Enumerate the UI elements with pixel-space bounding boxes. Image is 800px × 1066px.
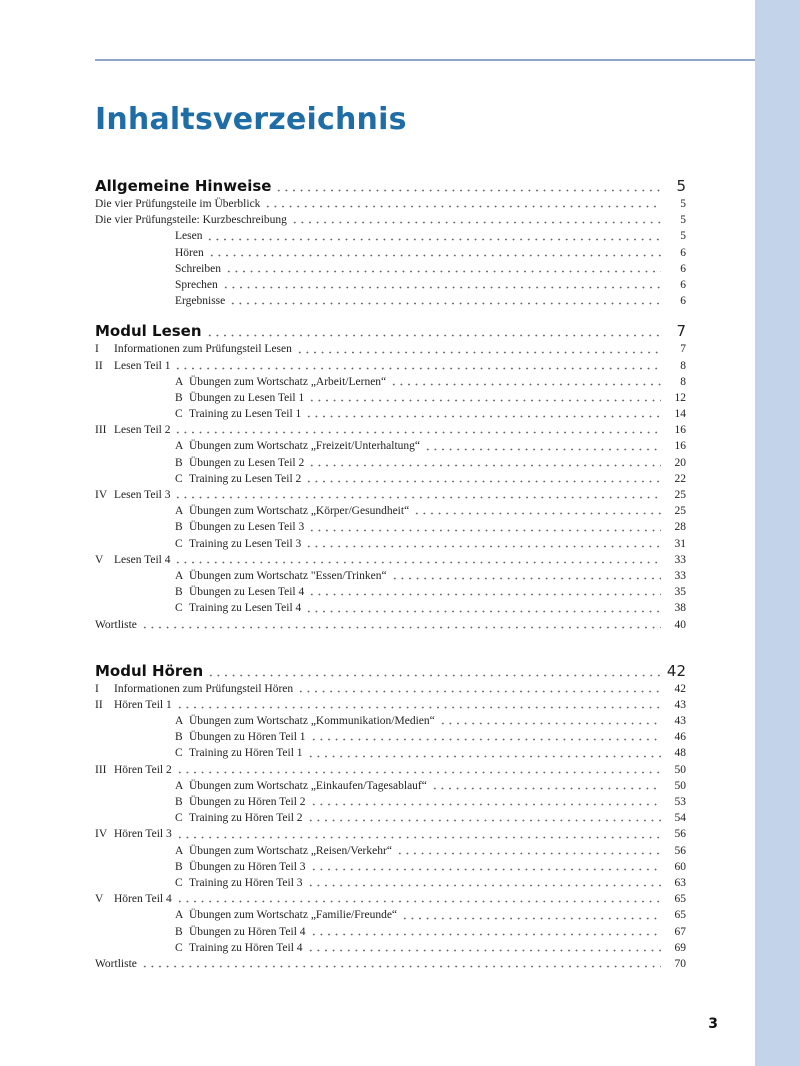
toc-page-number: 42: [661, 661, 686, 681]
toc-entry-text: [189, 584, 686, 600]
toc-page-number: 25: [661, 487, 686, 503]
toc-entry-label: Training zu Lesen Teil 2: [189, 471, 305, 487]
toc-page-number: 46: [661, 729, 686, 745]
toc-entry-label: Übungen zum Wortschatz „Einkaufen/Tagesablauf“: [189, 778, 431, 794]
toc-entry[interactable]: [95, 228, 686, 244]
dot-leader: [206, 228, 661, 240]
section-heading-label: Modul Lesen: [95, 321, 206, 341]
toc-entry[interactable]: [95, 503, 686, 519]
chapter-number: IV: [95, 489, 108, 501]
subsection-letter: B: [175, 796, 183, 808]
toc-entry-label: Schreiben: [175, 261, 225, 277]
chapter-number: III: [95, 424, 107, 437]
toc-page-number: 33: [661, 568, 686, 584]
subsection-letter: A: [175, 909, 184, 922]
toc-entry-label: Training zu Hören Teil 1: [189, 745, 307, 761]
toc-page-number: 5: [661, 196, 686, 212]
subsection-letter: A: [175, 375, 184, 388]
chapter-number: IV: [95, 828, 108, 841]
toc-entry-text: [114, 552, 686, 568]
subsection-letter: C: [175, 602, 183, 615]
toc-entry[interactable]: [95, 875, 686, 891]
chapter-number: II: [95, 359, 103, 372]
subsection-letter: C: [175, 876, 183, 889]
toc-page-number: 8: [661, 358, 686, 374]
toc-entry-label: Hören: [175, 245, 208, 261]
toc-entry-text: [175, 277, 686, 293]
page-title: Inhaltsverzeichnis: [95, 102, 407, 137]
subsection-letter: A: [175, 779, 184, 792]
toc-entry[interactable]: [95, 891, 686, 907]
toc-entry[interactable]: [95, 390, 686, 406]
toc-entry-label: Übungen zum Wortschatz „Arbeit/Lernen“: [189, 374, 390, 390]
subsection-letter: B: [175, 521, 183, 534]
toc-entry-label: Übungen zu Lesen Teil 2: [189, 455, 308, 471]
toc-page-number: 7: [661, 341, 686, 357]
toc-entry-text: [114, 681, 686, 697]
toc-entry-text: [114, 487, 686, 503]
dot-leader: [141, 617, 661, 629]
toc-page-number: 16: [661, 438, 686, 454]
toc-entry[interactable]: [95, 681, 686, 697]
toc-entry-text: [95, 212, 686, 228]
toc-entry-text: [189, 843, 686, 859]
dot-leader: [305, 536, 661, 548]
toc-section-heading[interactable]: [95, 321, 686, 341]
toc-entry-label: Übungen zu Lesen Teil 4: [189, 584, 308, 600]
toc-page-number: 63: [661, 875, 686, 891]
dot-leader: [296, 341, 661, 353]
toc-entry[interactable]: [95, 277, 686, 293]
toc-entry-text: [189, 794, 686, 810]
toc-entry-text: [189, 924, 686, 940]
toc-entry-text: [95, 661, 686, 681]
subsection-letter: A: [175, 715, 184, 728]
dot-leader: [305, 600, 661, 612]
toc-entry-label: Übungen zum Wortschatz „Körper/Gesundheit“: [189, 503, 413, 519]
toc-entry-text: [189, 390, 686, 406]
toc-entry[interactable]: [95, 810, 686, 826]
dot-leader: [310, 729, 661, 741]
toc-page-number: 43: [661, 697, 686, 713]
subsection-letter: A: [175, 505, 184, 518]
toc-page-number: 14: [661, 406, 686, 422]
dot-leader: [225, 261, 661, 273]
dot-leader: [176, 891, 661, 903]
toc-entry-text: [175, 245, 686, 261]
toc-entry-label: Übungen zu Lesen Teil 3: [189, 519, 308, 535]
toc-entry[interactable]: [95, 794, 686, 810]
toc-page-number: 69: [661, 940, 686, 956]
subsection-letter: C: [175, 747, 183, 760]
toc-page-number: 16: [661, 422, 686, 438]
toc-entry[interactable]: [95, 762, 686, 778]
toc-entry-text: [95, 176, 686, 196]
toc-entry-label: Die vier Prüfungsteile im Überblick: [95, 196, 264, 212]
dot-leader: [174, 422, 661, 434]
toc-entry[interactable]: [95, 843, 686, 859]
dot-leader: [305, 471, 661, 483]
toc-entry[interactable]: [95, 568, 686, 584]
toc-entry[interactable]: [95, 552, 686, 568]
toc-entry[interactable]: [95, 261, 686, 277]
toc-page-number: 35: [661, 584, 686, 600]
toc-entry-text: [189, 519, 686, 535]
toc-entry-label: Lesen Teil 1: [114, 358, 174, 374]
toc-entry[interactable]: [95, 406, 686, 422]
dot-leader: [307, 875, 661, 887]
chapter-number: II: [95, 698, 103, 711]
toc-entry-label: Training zu Lesen Teil 4: [189, 600, 305, 616]
toc-entry[interactable]: [95, 471, 686, 487]
toc-entry-label: Training zu Hören Teil 3: [189, 875, 307, 891]
table-of-contents: [95, 176, 686, 972]
dot-leader: [222, 277, 661, 289]
toc-entry-text: [189, 503, 686, 519]
toc-entry-label: Wortliste: [95, 617, 141, 633]
toc-page-number: 6: [661, 293, 686, 309]
toc-entry-text: [189, 745, 686, 761]
toc-entry[interactable]: [95, 536, 686, 552]
toc-entry-text: [95, 956, 686, 972]
toc-page-number: 56: [661, 826, 686, 842]
toc-page-number: 31: [661, 536, 686, 552]
toc-page-number: 70: [661, 956, 686, 972]
dot-leader: [208, 245, 661, 257]
dot-leader: [307, 940, 661, 952]
toc-entry[interactable]: [95, 374, 686, 390]
toc-entry[interactable]: [95, 341, 686, 357]
subsection-letter: A: [175, 440, 184, 453]
toc-page-number: 6: [661, 261, 686, 277]
toc-entry-label: Übungen zu Lesen Teil 1: [189, 390, 308, 406]
dot-leader: [396, 843, 661, 855]
subsection-letter: C: [175, 812, 183, 825]
toc-entry-label: Hören Teil 4: [114, 891, 176, 907]
toc-entry-label: Übungen zum Wortschatz "Essen/Trinken“: [189, 568, 391, 584]
toc-page-number: 5: [661, 212, 686, 228]
dot-leader: [431, 778, 661, 790]
toc-entry[interactable]: [95, 422, 686, 438]
dot-leader: [176, 697, 661, 709]
toc-entry-label: Training zu Hören Teil 2: [189, 810, 307, 826]
toc-entry-text: [189, 940, 686, 956]
section-spacer: [95, 309, 686, 321]
dot-leader: [439, 713, 661, 725]
side-color-bar: [755, 0, 800, 1066]
toc-entry-label: Lesen Teil 2: [114, 422, 174, 438]
subsection-letter: C: [175, 408, 183, 421]
dot-leader: [307, 810, 661, 822]
toc-entry[interactable]: [95, 584, 686, 600]
toc-section-heading[interactable]: [95, 661, 686, 681]
subsection-letter: B: [175, 586, 183, 599]
toc-entry-text: [114, 358, 686, 374]
toc-page-number: 60: [661, 859, 686, 875]
dot-leader: [291, 212, 661, 224]
toc-entry-label: Lesen: [175, 228, 206, 244]
toc-entry-text: [189, 568, 686, 584]
toc-entry-text: [114, 697, 686, 713]
subsection-letter: C: [175, 472, 183, 485]
subsection-letter: B: [175, 456, 183, 469]
toc-page-number: 42: [661, 681, 686, 697]
toc-entry-label: Informationen zum Prüfungsteil Lesen: [114, 341, 296, 357]
toc-entry-label: Lesen Teil 4: [114, 552, 174, 568]
toc-page-number: 33: [661, 552, 686, 568]
toc-page-number: 53: [661, 794, 686, 810]
toc-entry-text: [189, 778, 686, 794]
toc-entry[interactable]: [95, 293, 686, 309]
toc-entry-label: Übungen zu Hören Teil 2: [189, 794, 310, 810]
toc-entry[interactable]: [95, 713, 686, 729]
toc-page-number: 22: [661, 471, 686, 487]
toc-entry[interactable]: [95, 438, 686, 454]
toc-entry-text: [114, 422, 686, 438]
toc-page-number: 7: [661, 321, 686, 341]
chapter-number: V: [95, 553, 104, 566]
toc-page-number: 5: [661, 176, 686, 196]
toc-entry[interactable]: [95, 519, 686, 535]
toc-entry[interactable]: [95, 617, 686, 633]
dot-leader: [424, 438, 661, 450]
toc-page-number: 5: [661, 228, 686, 244]
dot-leader: [174, 358, 661, 370]
toc-page-number: 56: [661, 843, 686, 859]
toc-page-number: 20: [661, 455, 686, 471]
dot-leader: [310, 924, 661, 936]
subsection-letter: A: [175, 844, 184, 857]
toc-entry[interactable]: [95, 697, 686, 713]
toc-entry-label: Übungen zum Wortschatz „Kommunikation/Medien“: [189, 713, 439, 729]
toc-entry[interactable]: [95, 212, 686, 228]
toc-entry-label: Übungen zu Hören Teil 1: [189, 729, 310, 745]
toc-entry-text: [189, 471, 686, 487]
dot-leader: [308, 519, 661, 531]
toc-page-number: 48: [661, 745, 686, 761]
toc-entry-text: [175, 261, 686, 277]
toc-page-number: 8: [661, 374, 686, 390]
toc-entry-text: [189, 907, 686, 923]
toc-page-number: 6: [661, 277, 686, 293]
dot-leader: [297, 681, 661, 693]
dot-leader: [413, 503, 661, 515]
toc-entry-label: Lesen Teil 3: [114, 487, 174, 503]
dot-leader: [229, 293, 661, 305]
section-heading-label: Modul Hören: [95, 661, 207, 681]
dot-leader: [308, 455, 661, 467]
subsection-letter: B: [175, 860, 183, 873]
chapter-number: I: [95, 343, 99, 356]
toc-entry[interactable]: [95, 745, 686, 761]
toc-entry-text: [189, 455, 686, 471]
chapter-number: III: [95, 763, 107, 776]
toc-entry[interactable]: [95, 487, 686, 503]
toc-entry-text: [114, 826, 686, 842]
toc-page-number: 65: [661, 891, 686, 907]
dot-leader: [390, 374, 661, 386]
toc-entry[interactable]: [95, 826, 686, 842]
chapter-number: I: [95, 682, 99, 695]
toc-page-number: 50: [661, 778, 686, 794]
toc-page-number: 28: [661, 519, 686, 535]
toc-entry[interactable]: [95, 907, 686, 923]
toc-entry-text: [189, 713, 686, 729]
toc-page-number: 43: [661, 713, 686, 729]
dot-leader: [174, 487, 661, 499]
toc-entry-label: Training zu Lesen Teil 3: [189, 536, 305, 552]
dot-leader: [308, 584, 661, 596]
toc-entry-label: Übungen zum Wortschatz „Familie/Freunde“: [189, 907, 401, 923]
toc-entry-label: Sprechen: [175, 277, 222, 293]
toc-entry-text: [189, 438, 686, 454]
toc-entry-text: [114, 891, 686, 907]
chapter-number: V: [95, 893, 104, 906]
toc-entry[interactable]: [95, 245, 686, 261]
toc-entry-text: [189, 875, 686, 891]
toc-entry[interactable]: [95, 940, 686, 956]
dot-leader: [264, 196, 661, 208]
toc-entry-label: Übungen zu Hören Teil 4: [189, 924, 310, 940]
dot-leader: [174, 552, 661, 564]
toc-section-heading[interactable]: [95, 176, 686, 196]
section-heading-label: Allgemeine Hinweise: [95, 176, 275, 196]
toc-entry-text: [95, 196, 686, 212]
toc-entry-text: [175, 293, 686, 309]
toc-entry-text: [175, 228, 686, 244]
dot-leader: [310, 794, 661, 806]
toc-entry[interactable]: [95, 600, 686, 616]
toc-entry-label: Wortliste: [95, 956, 141, 972]
subsection-letter: B: [175, 925, 183, 938]
toc-entry[interactable]: [95, 729, 686, 745]
toc-entry-text: [189, 406, 686, 422]
toc-page-number: 67: [661, 924, 686, 940]
dot-leader: [141, 956, 661, 968]
toc-page-number: 54: [661, 810, 686, 826]
toc-entry-text: [189, 810, 686, 826]
toc-entry[interactable]: [95, 859, 686, 875]
dot-leader: [206, 321, 661, 337]
toc-entry-text: [95, 617, 686, 633]
toc-entry-text: [189, 374, 686, 390]
top-rule: [95, 59, 755, 61]
toc-entry[interactable]: [95, 196, 686, 212]
toc-page-number: 6: [661, 245, 686, 261]
toc-entry-text: [189, 859, 686, 875]
toc-entry[interactable]: [95, 924, 686, 940]
toc-entry-label: Hören Teil 3: [114, 826, 176, 842]
dot-leader: [275, 176, 661, 192]
toc-entry-label: Übungen zum Wortschatz „Freizeit/Unterhaltung“: [189, 438, 424, 454]
toc-entry[interactable]: [95, 455, 686, 471]
subsection-letter: A: [175, 569, 184, 582]
toc-entry-text: [114, 341, 686, 357]
toc-entry[interactable]: [95, 956, 686, 972]
dot-leader: [305, 406, 661, 418]
subsection-letter: B: [175, 391, 183, 404]
dot-leader: [307, 745, 661, 757]
toc-entry-label: Informationen zum Prüfungsteil Hören: [114, 681, 297, 697]
toc-entry[interactable]: [95, 358, 686, 374]
dot-leader: [308, 390, 661, 402]
toc-page-number: 40: [661, 617, 686, 633]
toc-entry-text: [189, 600, 686, 616]
dot-leader: [401, 907, 661, 919]
toc-entry-label: Ergebnisse: [175, 293, 229, 309]
dot-leader: [176, 826, 661, 838]
toc-entry-text: [95, 321, 686, 341]
toc-page-number: 50: [661, 762, 686, 778]
toc-entry-label: Übungen zum Wortschatz „Reisen/Verkehr“: [189, 843, 396, 859]
toc-page-number: 38: [661, 600, 686, 616]
subsection-letter: C: [175, 537, 183, 550]
dot-leader: [310, 859, 661, 871]
dot-leader: [176, 762, 661, 774]
toc-entry-label: Die vier Prüfungsteile: Kurzbeschreibung: [95, 212, 291, 228]
toc-entry-text: [189, 729, 686, 745]
toc-entry-label: Hören Teil 2: [114, 762, 176, 778]
page-number: 3: [708, 1016, 718, 1032]
section-spacer: [95, 633, 686, 661]
toc-entry-label: Hören Teil 1: [114, 697, 176, 713]
toc-entry-label: Training zu Lesen Teil 1: [189, 406, 305, 422]
dot-leader: [207, 661, 661, 677]
toc-entry-label: Übungen zu Hören Teil 3: [189, 859, 310, 875]
toc-page-number: 12: [661, 390, 686, 406]
toc-page-number: 65: [661, 907, 686, 923]
toc-entry[interactable]: [95, 778, 686, 794]
toc-entry-text: [189, 536, 686, 552]
subsection-letter: C: [175, 941, 183, 954]
toc-page-number: 25: [661, 503, 686, 519]
toc-entry-text: [114, 762, 686, 778]
toc-entry-label: Training zu Hören Teil 4: [189, 940, 307, 956]
subsection-letter: B: [175, 731, 183, 744]
dot-leader: [391, 568, 661, 580]
